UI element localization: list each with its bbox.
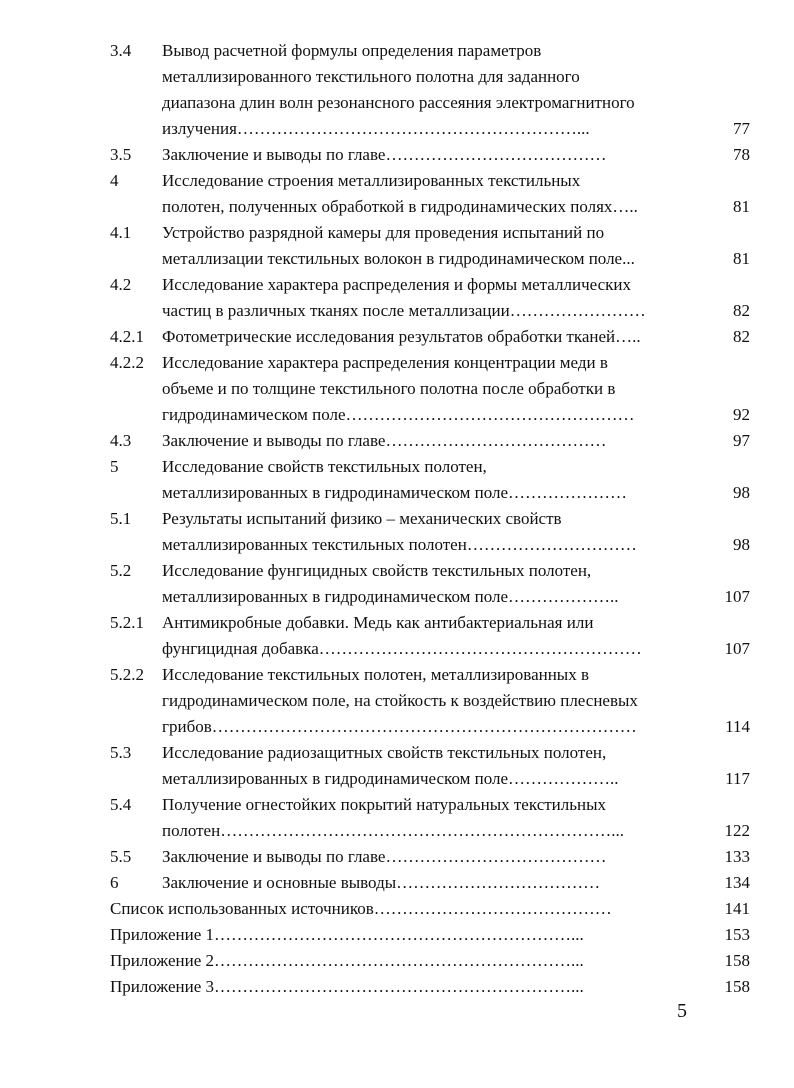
toc-number: 6 — [110, 873, 119, 892]
toc-page-number: 77 — [733, 119, 750, 138]
toc-line: Исследование радиозащитных свойств текстильных полотен, — [162, 743, 607, 762]
toc-line: Исследование строения металлизированных текстильных — [162, 171, 581, 190]
toc-number: 5.4 — [110, 795, 132, 814]
toc-line: Вывод расчетной формулы определения параметров — [162, 41, 542, 60]
toc-number: 4.1 — [110, 223, 132, 242]
toc-page-number: 81 — [733, 249, 750, 268]
toc-page-number: 134 — [724, 873, 750, 892]
toc-entry-appendix-1 — [110, 922, 750, 948]
toc-number: 5.2 — [110, 561, 132, 580]
toc-line: Заключение и основные выводы……………………………… — [162, 873, 601, 892]
toc-title — [162, 168, 687, 220]
toc-title — [162, 272, 687, 324]
toc-entry — [110, 168, 750, 220]
toc-number: 4.3 — [110, 431, 132, 450]
toc-title — [110, 948, 687, 974]
toc-page-number: 153 — [724, 925, 750, 944]
toc-line: металлизации текстильных волокон в гидродинамическом поле... — [162, 249, 635, 268]
toc-entry-references — [110, 896, 750, 922]
toc-page-number: 114 — [725, 717, 750, 736]
toc-page-number: 97 — [733, 431, 750, 450]
toc-title — [162, 454, 687, 506]
toc-number: 5.2.2 — [110, 665, 144, 684]
toc-entry-appendix-3 — [110, 974, 750, 1000]
toc-title — [162, 610, 687, 662]
toc-line: Получение огнестойких покрытий натуральных текстильных — [162, 795, 607, 814]
toc-page-number: 133 — [724, 847, 750, 866]
toc-line: металлизированных в гидродинамическом поле………………… — [162, 483, 628, 502]
toc-line: Приложение 2………………………………………………………... — [110, 951, 584, 970]
toc-entry-appendix-2 — [110, 948, 750, 974]
toc-line: Исследование характера распределения концентрации меди в — [162, 353, 608, 372]
toc-title — [162, 740, 687, 792]
toc-number: 4.2 — [110, 275, 132, 294]
toc-line: гидродинамическом поле, на стойкость к воздействию плесневых — [162, 691, 638, 710]
toc-entry — [110, 272, 750, 324]
toc-page-number: 98 — [733, 535, 750, 554]
toc-line: Исследование фунгицидных свойств текстильных полотен, — [162, 561, 592, 580]
toc-title — [162, 506, 687, 558]
toc-title — [162, 220, 687, 272]
toc-title — [162, 792, 687, 844]
toc-page-number: 82 — [733, 301, 750, 320]
toc-line: излучения……………………………………………………... — [162, 119, 590, 138]
toc-line: полотен……………………………………………………………... — [162, 821, 624, 840]
toc-title — [162, 844, 687, 870]
page-number-mark: 5 — [677, 1000, 687, 1022]
toc-title — [162, 870, 687, 896]
toc-entry — [110, 38, 750, 142]
toc-line: гидродинамическом поле…………………………………………… — [162, 405, 635, 424]
toc-entry — [110, 428, 750, 454]
toc-page-number: 107 — [724, 639, 750, 658]
toc-page-number: 117 — [725, 769, 750, 788]
toc-page-number: 82 — [733, 327, 750, 346]
toc-line: Фотометрические исследования результатов обработки тканей….. — [162, 327, 641, 346]
toc-line: Заключение и выводы по главе………………………………… — [162, 431, 607, 450]
toc-entry — [110, 324, 750, 350]
toc-page-number: 78 — [733, 145, 750, 164]
toc-entry — [110, 740, 750, 792]
toc-title — [162, 324, 687, 350]
toc-page-number: 158 — [724, 977, 750, 996]
toc-entry — [110, 506, 750, 558]
toc-entry — [110, 792, 750, 844]
toc-entry — [110, 350, 750, 428]
toc-title — [162, 350, 687, 428]
toc-title — [162, 558, 687, 610]
toc-page-number: 107 — [724, 587, 750, 606]
toc-line: Результаты испытаний физико – механических свойств — [162, 509, 562, 528]
toc-line: металлизированных в гидродинамическом поле……………….. — [162, 769, 619, 788]
toc-page-number: 122 — [724, 821, 750, 840]
toc-line: Список использованных источников…………………………………… — [110, 899, 612, 918]
toc-line: Приложение 1………………………………………………………... — [110, 925, 584, 944]
toc-line: полотен, полученных обработкой в гидродинамических полях….. — [162, 197, 638, 216]
toc-entry — [110, 662, 750, 740]
toc-title — [110, 974, 687, 1000]
toc-title — [162, 428, 687, 454]
toc-line: Заключение и выводы по главе………………………………… — [162, 847, 607, 866]
toc-entry — [110, 142, 750, 168]
toc-number: 5 — [110, 457, 119, 476]
toc-line: металлизированных текстильных полотен………………………… — [162, 535, 637, 554]
toc-number: 5.3 — [110, 743, 132, 762]
toc-line: фунгицидная добавка………………………………………………… — [162, 639, 642, 658]
toc-entry — [110, 558, 750, 610]
toc-number: 5.5 — [110, 847, 132, 866]
toc-line: Приложение 3………………………………………………………... — [110, 977, 584, 996]
toc-number: 4.2.1 — [110, 327, 144, 346]
toc-line: Исследование характера распределения и формы металлических — [162, 275, 631, 294]
toc-line: металлизированных в гидродинамическом поле……………….. — [162, 587, 619, 606]
toc-line: Устройство разрядной камеры для проведения испытаний по — [162, 223, 605, 242]
toc-title — [162, 662, 687, 740]
toc-number: 4 — [110, 171, 119, 190]
toc-page-number: 141 — [724, 899, 750, 918]
toc-line: частиц в различных тканях после металлизации…………………… — [162, 301, 646, 320]
toc-title — [110, 896, 687, 922]
toc-line: грибов………………………………………………………………… — [162, 717, 637, 736]
toc-number: 3.5 — [110, 145, 132, 164]
toc-page-number: 158 — [724, 951, 750, 970]
toc-number: 5.2.1 — [110, 613, 144, 632]
toc-title — [110, 922, 687, 948]
toc-entry — [110, 870, 750, 896]
toc-entry — [110, 454, 750, 506]
toc-page-number: 98 — [733, 483, 750, 502]
toc-number: 4.2.2 — [110, 353, 144, 372]
toc-line: диапазона длин волн резонансного рассеяния электромагнитного — [162, 93, 635, 112]
toc-line: металлизированного текстильного полотна для заданного — [162, 67, 580, 86]
toc-title — [162, 38, 687, 142]
toc-entry — [110, 220, 750, 272]
toc-entry — [110, 844, 750, 870]
toc-entry — [110, 610, 750, 662]
toc-line: Заключение и выводы по главе………………………………… — [162, 145, 607, 164]
table-of-contents — [110, 38, 750, 1000]
toc-line: объеме и по толщине текстильного полотна после обработки в — [162, 379, 616, 398]
toc-number: 3.4 — [110, 41, 132, 60]
toc-page-number: 92 — [733, 405, 750, 424]
toc-title — [162, 142, 687, 168]
toc-page-number: 81 — [733, 197, 750, 216]
toc-line: Исследование свойств текстильных полотен, — [162, 457, 487, 476]
toc-number: 5.1 — [110, 509, 132, 528]
toc-line: Исследование текстильных полотен, металлизированных в — [162, 665, 590, 684]
toc-line: Антимикробные добавки. Медь как антибактериальная или — [162, 613, 594, 632]
